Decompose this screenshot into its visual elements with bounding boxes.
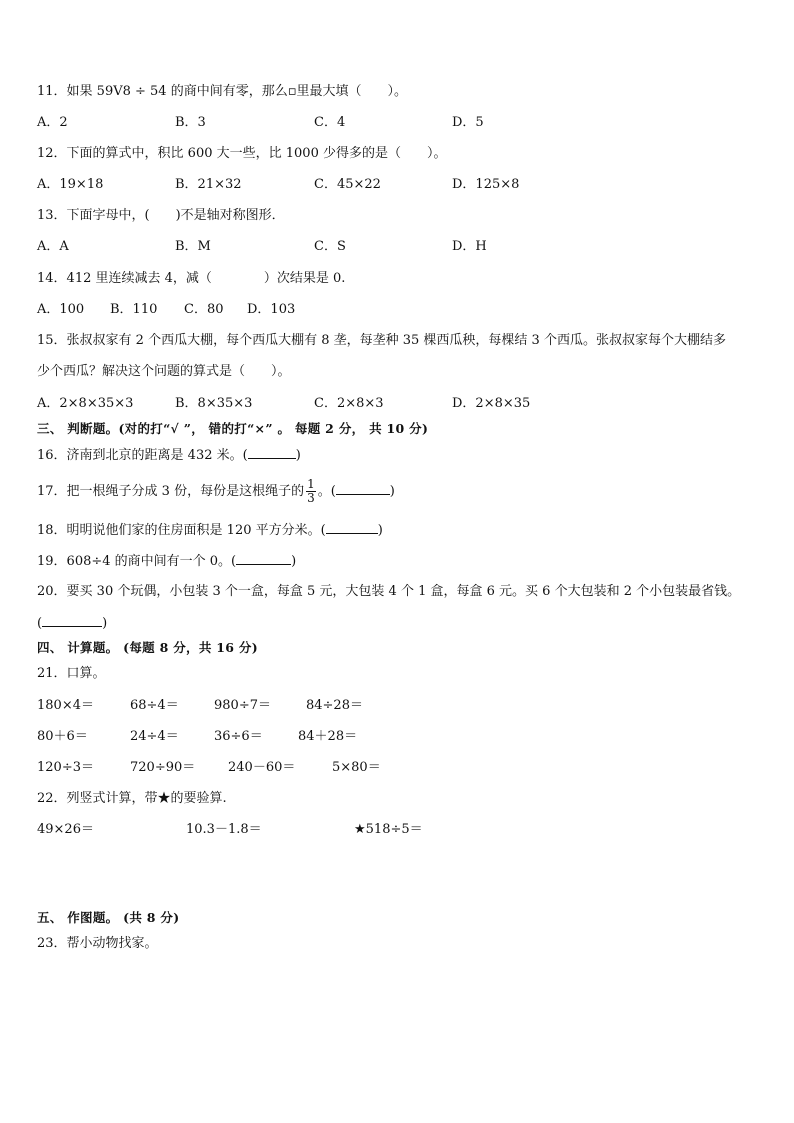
option-b: B．3 (175, 115, 206, 130)
answer-blank[interactable] (326, 521, 378, 534)
calc-item: 120÷3＝ (37, 760, 94, 775)
question-18 (37, 521, 383, 539)
option-c: C．45×22 (314, 177, 381, 192)
calc-item: 80＋6＝ (37, 729, 88, 744)
question-12: 12．下面的算式中，积比 600 大一些，比 1000 少得多的是（ ）。 (37, 146, 447, 161)
section-5-heading: 五、 作图题。 (共 8 分) (37, 910, 180, 925)
option-b: B．8×35×3 (175, 396, 253, 411)
calc-item: 84＋28＝ (298, 729, 358, 744)
calc-item: 180×4＝ (37, 698, 94, 713)
answer-blank[interactable] (336, 482, 390, 495)
vertical-calc-item: 10.3－1.8＝ (186, 822, 262, 837)
option-d: D．2×8×35 (452, 396, 531, 411)
option-a: A．2×8×35×3 (37, 396, 134, 411)
option-b: B．M (175, 239, 211, 254)
question-14: 14．412 里连续减去 4，减（ ）次结果是 0. (37, 271, 346, 286)
calc-item: 5×80＝ (332, 760, 381, 775)
question-13: 13．下面字母中，( )不是轴对称图形． (37, 208, 285, 223)
calc-item: 84÷28＝ (306, 698, 363, 713)
fraction-denominator: 3 (307, 491, 315, 505)
option-c: C．2×8×3 (314, 396, 384, 411)
option-a: A．A (37, 239, 69, 254)
question-22-title: 22．列竖式计算，带★的要验算. (37, 791, 227, 806)
question-11: 11．如果 59V8 ÷ 54 的商中间有零，那么▫里最大填（ ）。 (37, 84, 408, 99)
calc-item: 980÷7＝ (214, 698, 271, 713)
question-16-text: 16．济南到北京的距离是 432 米。( (37, 448, 248, 463)
calc-item: 720÷90＝ (130, 760, 196, 775)
question-21-title: 21．口算。 (37, 666, 106, 681)
question-15-line2: 少个西瓜？解决这个问题的算式是（ ）。 (37, 364, 291, 379)
close-paren: ) (377, 523, 383, 538)
question-19-text: 19．608÷4 的商中间有一个 0。( (37, 554, 237, 569)
section-3-heading: 三、 判断题。(对的打“√ ”， 错的打“×” 。 每题 2 分， 共 10 分) (37, 421, 429, 436)
option-c: C．4 (314, 115, 346, 130)
option-a: A．19×18 (37, 177, 104, 192)
option-d: D．103 (247, 302, 296, 317)
vertical-calc-item: 49×26＝ (37, 822, 94, 837)
question-16 (37, 446, 301, 464)
answer-blank[interactable] (236, 552, 291, 565)
question-17-post: 。( (317, 484, 336, 499)
close-paren: ) (102, 616, 108, 631)
question-20-answer (37, 614, 107, 632)
option-b: B．21×32 (175, 177, 242, 192)
close-paren: ) (291, 554, 297, 569)
section-4-heading: 四、 计算题。 (每题 8 分，共 16 分) (37, 640, 258, 655)
option-a: A．100 (37, 302, 85, 317)
option-b: B．110 (110, 302, 158, 317)
close-paren: ) (389, 484, 395, 499)
calc-item: 36÷6＝ (214, 729, 263, 744)
question-17 (37, 477, 395, 507)
question-20: 20．要买 30 个玩偶，小包装 3 个一盒，每盒 5 元，大包装 4 个 1 盒，每盒 6 元。买 6 个大包装和 2 个小包装最省钱。 (37, 584, 741, 599)
option-a: A．2 (37, 115, 68, 130)
question-15-line1: 15．张叔叔家有 2 个西瓜大棚，每个西瓜大棚有 8 垄，每垄种 35 棵西瓜秧，每棵结 3 个西瓜。张叔叔家每个大棚结多 (37, 333, 726, 348)
open-paren: ( (37, 616, 43, 631)
option-d: D．5 (452, 115, 484, 130)
calc-item: 240－60＝ (228, 760, 296, 775)
answer-blank[interactable] (42, 614, 102, 627)
fraction (306, 478, 316, 505)
calc-item: 24÷4＝ (130, 729, 179, 744)
answer-blank[interactable] (248, 446, 296, 459)
question-17-text: 17．把一根绳子分成 3 份，每份是这根绳子的 (37, 484, 305, 499)
question-18-text: 18．明明说他们家的住房面积是 120 平方分米。( (37, 523, 326, 538)
option-c: C．80 (184, 302, 224, 317)
question-19 (37, 552, 296, 570)
question-23: 23．帮小动物找家。 (37, 936, 158, 951)
option-d: D．125×8 (452, 177, 520, 192)
close-paren: ) (295, 448, 301, 463)
option-c: C．S (314, 239, 346, 254)
fraction-numerator: 1 (307, 477, 315, 491)
option-d: D．H (452, 239, 487, 254)
calc-item: 68÷4＝ (130, 698, 179, 713)
vertical-calc-item: ★518÷5＝ (354, 822, 423, 837)
